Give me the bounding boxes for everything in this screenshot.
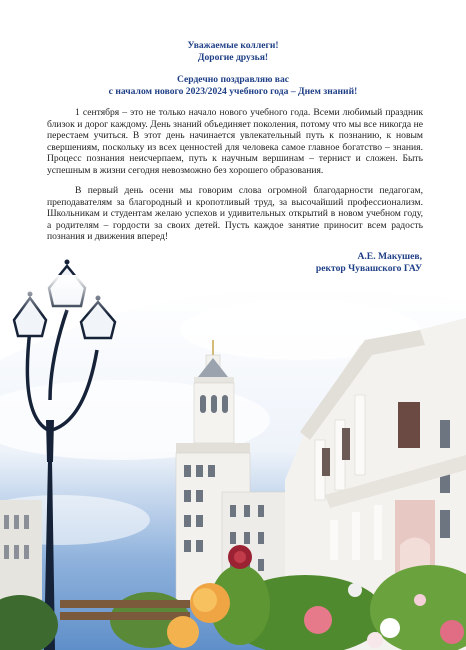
greeting-line-1: Уважаемые коллеги! xyxy=(187,40,279,51)
congrats-line-1: Сердечно поздравляю вас xyxy=(176,74,290,85)
signature-name: А.Е. Макушев, xyxy=(357,251,422,262)
congrats-line-2: с началом нового 2023/2024 учебного года – Днем знаний! xyxy=(108,86,358,97)
greeting-line-2: Дорогие друзья! xyxy=(197,52,269,63)
letter-paragraph-2: В первый день осени мы говорим слова огромной благодарности педагогам, преподавателям за благородный и кропотливый труд, за высочайший профессионализм. Школьникам и студентам желаю успехов и удивительных открытий в новом учебном году, а родителям – гордости за своих детей. Пусть каждое занятие приносит всем радость познания и движения вперед! xyxy=(47,185,423,243)
letter-paragraph-1: 1 сентября – это не только начало нового учебного года. Всеми любимый праздник близок и дорог каждому. День знаний объединяет поколения, потому что мы все никогда не перестаем учиться. В этот день начинается увлекательный путь к познанию, к новым свершениям, поскольку из всех ценностей для человека самое главное богатство – знания. Процесс познания неисчерпаем, путь к научным вершинам – тернист и сложен. Быть успешным в жизни сегодня невозможно без хорошего образования. xyxy=(47,107,423,176)
signature-title: ректор Чувашского ГАУ xyxy=(315,263,422,274)
